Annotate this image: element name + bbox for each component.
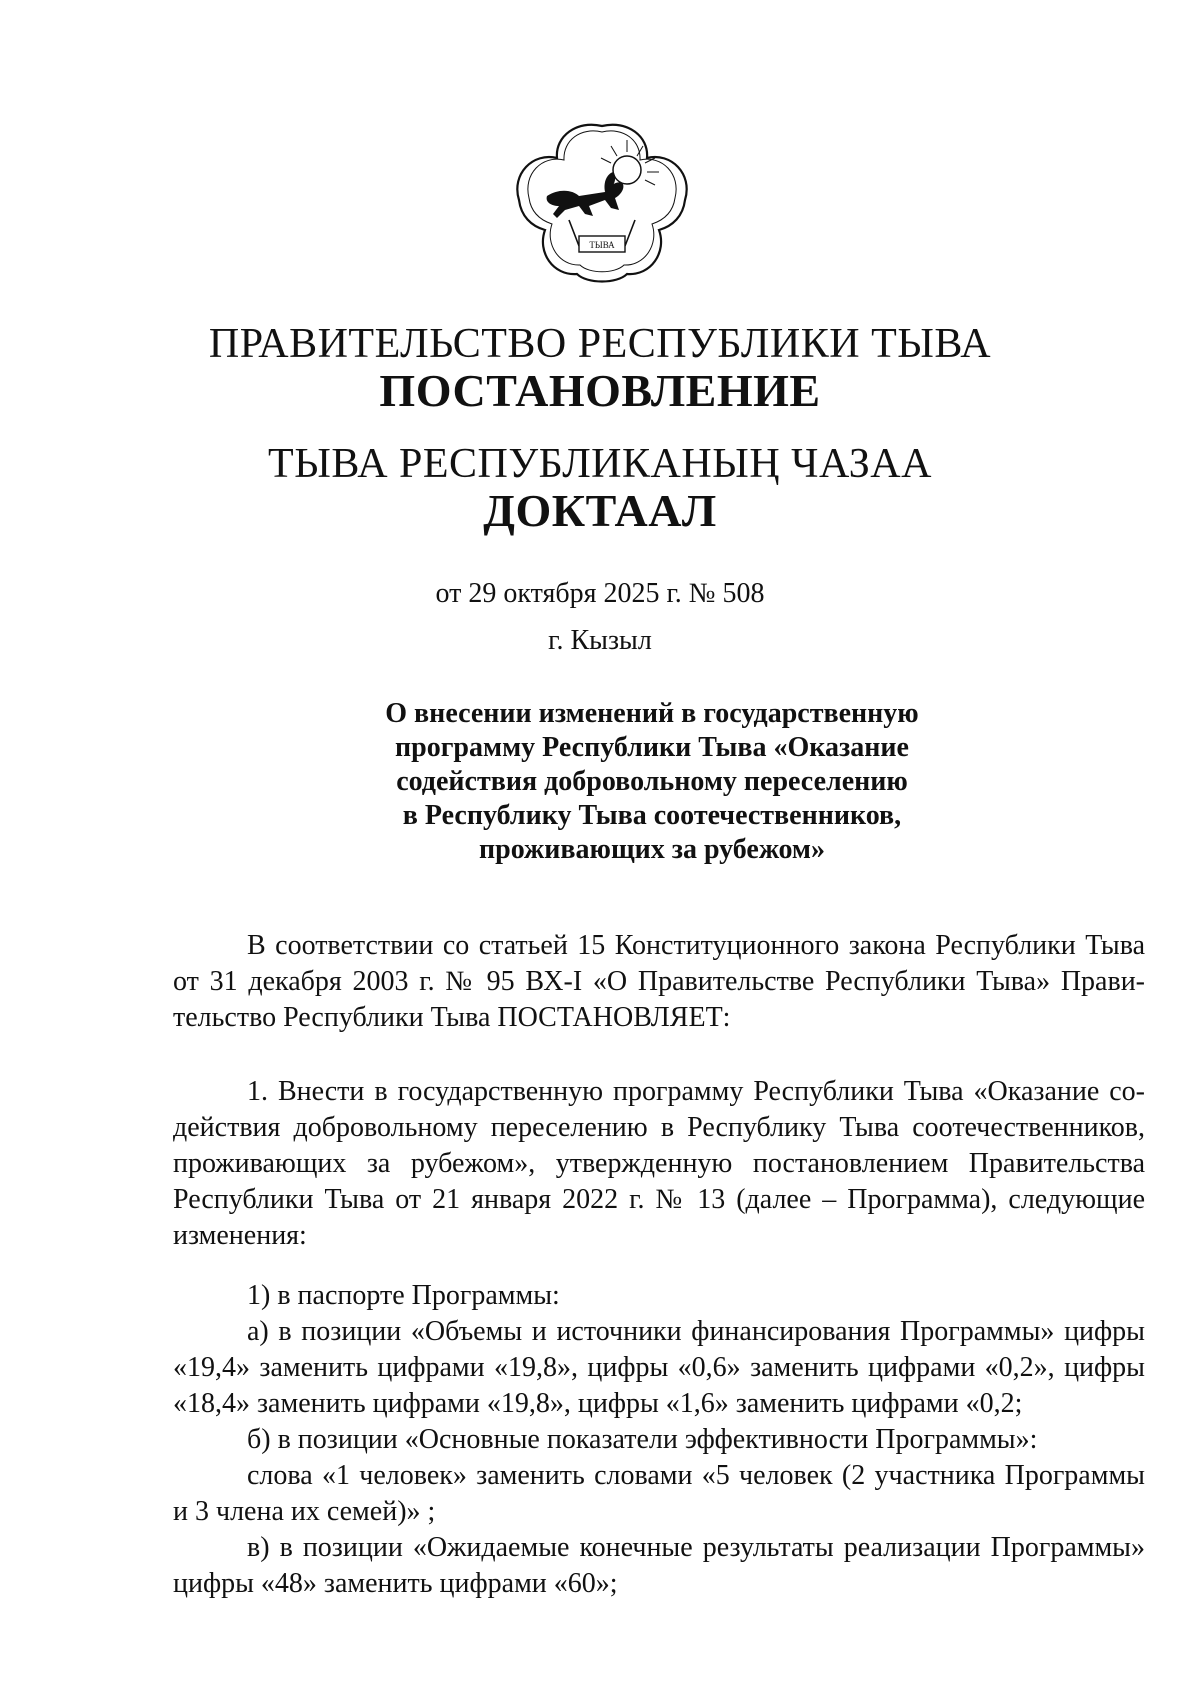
change-item: в) в позиции «Ожидаемые конечные результаты реализации Программы» — [247, 1532, 1145, 1563]
body-line: изменения: — [173, 1220, 307, 1251]
subject-line: содействия добровольному переселению — [396, 766, 908, 797]
changes-list — [173, 1278, 1145, 1602]
body-line: цифры «48» заменить цифрами «60»; — [173, 1568, 618, 1599]
coat-of-arms-emblem — [507, 118, 697, 288]
decree-type-tv: ДОКТААЛ — [483, 485, 717, 536]
emblem-label: ТЫВА — [589, 240, 615, 250]
body-line: тельство Республики Тыва ПОСТАНОВЛЯЕТ: — [173, 1002, 731, 1033]
body-line: Республики Тыва от 21 января 2022 г. № 13 (далее – Программа), следующие — [173, 1184, 1145, 1215]
preamble-paragraph — [173, 928, 1145, 1036]
subject-line: О внесении изменений в государственную — [385, 698, 919, 729]
body-line: от 31 декабря 2003 г. № 95 ВХ-I «О Правительстве Республики Тыва» Прави- — [173, 966, 1145, 997]
change-item: а) в позиции «Объемы и источники финансирования Программы» цифры — [247, 1316, 1145, 1347]
government-title-ru: ПРАВИТЕЛЬСТВО РЕСПУБЛИКИ ТЫВА — [208, 321, 992, 367]
decree-date-number: от 29 октября 2025 г. № 508 — [435, 578, 765, 609]
body-line: проживающих за рубежом», утвержденную постановлением Правительства — [173, 1148, 1145, 1179]
body-line: В соответствии со статьей 15 Конституционного закона Республики Тыва — [247, 930, 1145, 961]
body-line: «18,4» заменить цифрами «19,8», цифры «1,6» заменить цифрами «0,2; — [173, 1388, 1023, 1419]
subject-line: программу Республики Тыва «Оказание — [395, 732, 909, 763]
subject-line: в Республику Тыва соотечественников, — [402, 800, 902, 831]
change-item: б) в позиции «Основные показатели эффективности Программы»: — [247, 1424, 1038, 1455]
decree-city: г. Кызыл — [548, 625, 652, 656]
government-title-tv: ТЫВА РЕСПУБЛИКАНЫҢ ЧАЗАА — [268, 441, 932, 487]
decree-type-ru: ПОСТАНОВЛЕНИЕ — [379, 365, 821, 416]
body-line: «19,4» заменить цифрами «19,8», цифры «0,6» заменить цифрами «0,2», цифры — [173, 1352, 1145, 1383]
item-1-paragraph — [173, 1074, 1145, 1254]
body-line: и 3 члена их семей)» ; — [173, 1496, 436, 1527]
body-line: 1. Внести в государственную программу Республики Тыва «Оказание со- — [247, 1076, 1145, 1107]
change-item: 1) в паспорте Программы: — [247, 1280, 560, 1311]
body-line: действия добровольному переселению в Республику Тыва соотечественников, — [173, 1112, 1145, 1143]
decree-subject — [372, 697, 932, 867]
subject-line: проживающих за рубежом» — [478, 834, 826, 865]
change-item: слова «1 человек» заменить словами «5 человек (2 участника Программы — [247, 1460, 1145, 1491]
